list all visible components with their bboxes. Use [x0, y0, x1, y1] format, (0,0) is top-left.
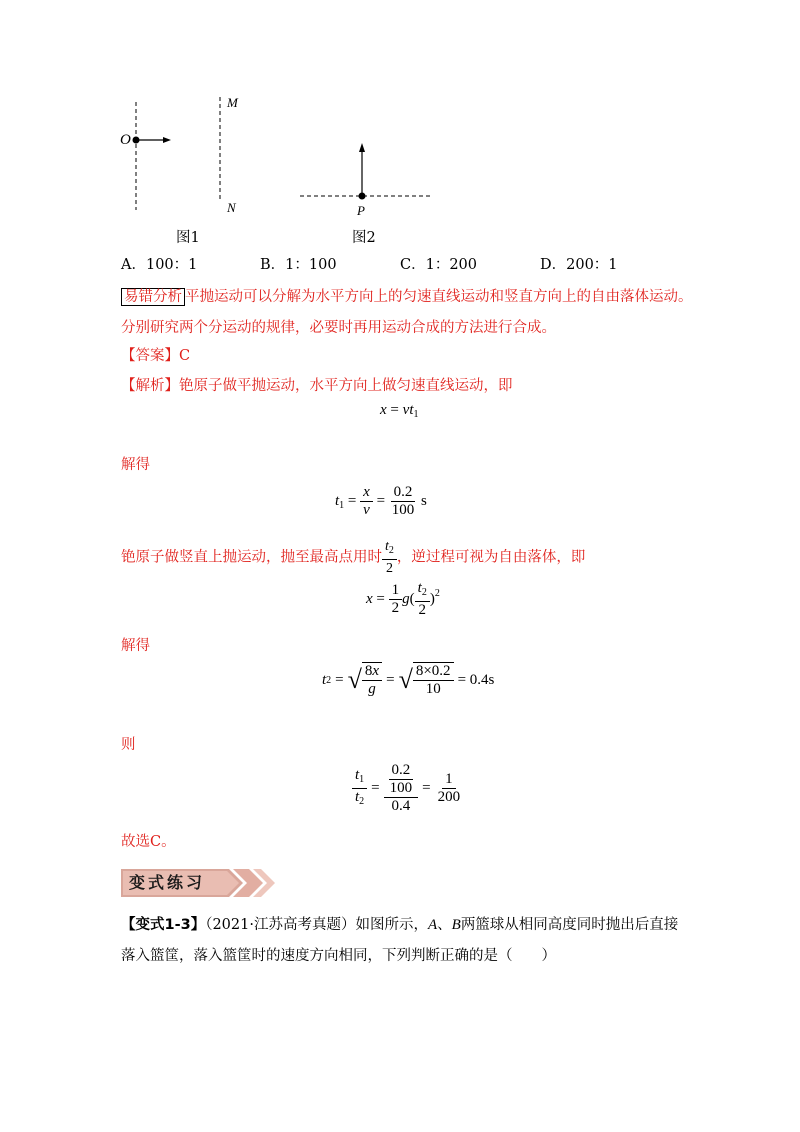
label-o: O — [120, 132, 131, 148]
eq3-num: 1 — [389, 582, 403, 600]
solve-label-2: 解得 — [121, 638, 150, 654]
eq5-s1: 1 — [359, 774, 365, 785]
equation-5: $\frac{t_1}{t_2}$ = $\frac{\frac{0.2}{100}}{0.4}$ = $\frac{1}{200}$ — [352, 762, 463, 815]
option-c: C．1：200 — [400, 257, 477, 273]
equation-1: $x = vt_1$ — [380, 402, 419, 420]
eq3-frac-half — [389, 582, 403, 617]
point-p — [359, 193, 366, 200]
inline-t: t — [385, 539, 389, 554]
eq3-pow: 2 — [434, 587, 440, 599]
analysis-intro: 【解析】铯原子做平抛运动，水平方向上做匀速直线运动，即 — [121, 378, 513, 394]
eq4-n1x: x — [372, 663, 380, 679]
eq5-t1: t — [355, 767, 360, 783]
eq5-inner-num: 0.2 — [389, 762, 414, 780]
conclusion: 故选C。 — [121, 834, 176, 850]
option-d: D．200：1 — [540, 257, 618, 273]
label-m: M — [227, 95, 238, 110]
eq4-t: t — [322, 671, 327, 688]
eq4-d2: 10 — [425, 681, 441, 697]
eq5-frac-lhs — [352, 767, 367, 810]
eq5-inner-den: 100 — [389, 780, 413, 796]
figure-2 — [295, 140, 435, 210]
variant-tag: 【变式1-3】 — [121, 917, 206, 933]
vertical-motion-text-2: ，逆过程可视为自由落体，即 — [396, 549, 586, 566]
variant-banner — [121, 866, 276, 900]
inline-sub: 2 — [388, 545, 394, 556]
eq3-g: g — [402, 590, 410, 607]
eq2-frac-2 — [389, 484, 418, 519]
eq4-frac-2 — [413, 662, 454, 698]
eq2-sub: 1 — [339, 499, 345, 511]
eq2-frac-1 — [360, 484, 373, 519]
error-analysis-tag: 易错分析 — [121, 288, 185, 306]
eq5-den: 0.4 — [391, 798, 411, 814]
eq1-v: v — [402, 402, 410, 418]
eq4-sub: 2 — [326, 674, 332, 686]
equation-3: x = $\frac{1}{2}$ g( $\frac{t_2}{2}$ )$^2$ — [366, 580, 440, 618]
eq3-inner-den: 2 — [418, 602, 426, 618]
arrowhead-right-icon — [163, 137, 171, 143]
variant-text-1b: 两篮球从相同高度同时抛出后直接 — [460, 917, 679, 933]
eq2-den2: 100 — [391, 502, 415, 518]
eq3-inner-sub: 2 — [421, 587, 427, 598]
error-analysis-text-1: 平抛运动可以分解为水平方向上的匀速直线运动和竖直方向上的自由落体运动。 — [185, 289, 693, 305]
eq2-num1: x — [360, 484, 373, 502]
eq4-n1: 8 — [364, 663, 373, 679]
variant-source: （2021·江苏高考真题） — [205, 917, 356, 933]
eq4-result: = 0.4s — [457, 671, 495, 688]
vertical-motion-text-1: 铯原子做竖直上抛运动，抛至最高点用时 — [121, 549, 382, 566]
label-p: P — [357, 203, 365, 218]
eq3-frac-inner — [415, 580, 430, 619]
eq5-rden: 200 — [437, 789, 461, 805]
variant-line-1 — [121, 915, 678, 935]
then-label: 则 — [121, 737, 136, 753]
option-b: B．1：100 — [260, 257, 337, 273]
eq4-d1: g — [368, 681, 376, 697]
eq3-inner-t: t — [417, 580, 422, 596]
eq5-s2: 2 — [359, 796, 365, 807]
eq1-sub: 1 — [413, 409, 419, 420]
eq5-rnum: 1 — [442, 771, 456, 789]
inline-frac — [382, 538, 397, 577]
eq3-lhs: x — [366, 590, 373, 607]
eq1-lhs: x — [380, 402, 387, 418]
figure-1-caption: 图1 — [176, 230, 200, 246]
error-analysis-line-2: 分别研究两个分运动的规律，必要时再用运动合成的方法进行合成。 — [121, 320, 556, 336]
label-n: N — [227, 200, 236, 215]
equation-4: t 2 = √ $\frac{8x}{g}$ = √ $\frac{8\times 0.2}{10}$ = 0.4s — [322, 663, 495, 697]
error-analysis-line-1 — [121, 287, 693, 307]
variant-label-a: A — [427, 917, 438, 933]
inline-den: 2 — [385, 561, 393, 576]
eq2-num2: 0.2 — [391, 484, 416, 502]
eq1-t: t — [409, 402, 414, 418]
eq5-frac-rhs — [435, 771, 464, 806]
eq5-frac-mid — [384, 762, 419, 815]
variant-line-2: 落入篮筐，落入篮筐时的速度方向相同，下列判断正确的是（ ） — [121, 948, 556, 964]
eq2-unit: s — [421, 492, 427, 509]
variant-text-1a: 如图所示， — [355, 917, 428, 933]
answer: 【答案】C — [121, 348, 191, 364]
figure-2-caption: 图2 — [352, 230, 376, 246]
solve-label-1: 解得 — [121, 457, 150, 473]
variant-label-b: B — [451, 917, 461, 933]
eq4-n2: 8×0.2 — [413, 663, 454, 681]
eq3-den: 2 — [391, 600, 400, 616]
variant-sep: 、 — [437, 917, 452, 933]
eq2-den1: v — [363, 502, 370, 518]
eq4-frac-1 — [362, 662, 382, 698]
eq5-t2: t — [355, 789, 360, 805]
arrowhead-up-icon — [359, 143, 365, 152]
option-a: A．100：1 — [121, 257, 198, 273]
equation-2: $t_1$ = $\frac{x}{v}$ = $\frac{0.2}{100}$ s — [335, 484, 427, 518]
eq2-t: t — [335, 492, 340, 509]
banner-label: 变式练习 — [129, 873, 206, 892]
vertical-motion-line — [121, 538, 585, 577]
